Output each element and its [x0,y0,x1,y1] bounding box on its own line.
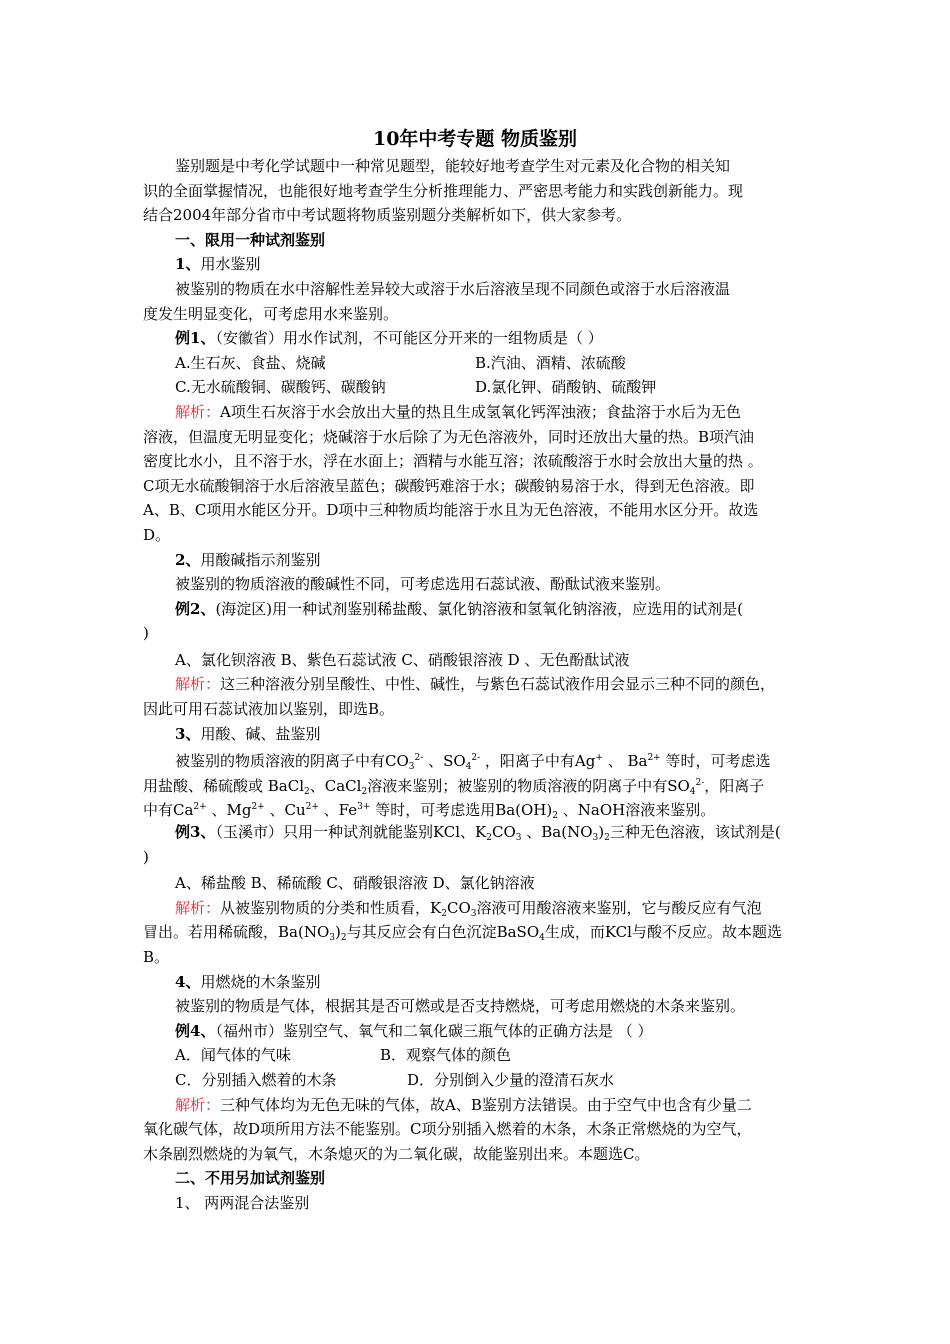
text-run: CO [491,823,516,842]
text-run: 、Cu [264,801,306,820]
intro-line: 鉴别题是中考化学试题中一种常见题型，能较好地考查学生对元素及化合物的相关知 [175,157,731,175]
subsection-number: 1、 [175,255,201,274]
option-b: B．观察气体的颜色 [380,1046,512,1065]
superscript: 2+ [251,802,265,813]
text-run: 、 Ba [602,752,648,771]
text-run: 与其反应会有白色沉淀BaSO [346,923,540,942]
text-run: （玉溪市）只用一种试剂就能鉴别KCl、K [215,823,487,842]
text-run: ，阳离子中有Ag [480,752,596,771]
text-run: 、SO [423,752,466,771]
options-row: A、稀盐酸 B、稀硫酸 C、硝酸银溶液 D、氯化钠溶液 [175,874,535,893]
subscript: 2 [441,908,447,919]
example-text: （福州市）鉴别空气、氧气和二氧化碳三瓶气体的正确方法是 （ ） [215,1021,653,1040]
text-run: 溶液来鉴别；被鉴别的物质溶液的阴离子中有SO [367,776,690,795]
subscript: 3 [592,833,599,844]
subsection-number: 2、 [175,550,201,569]
text-run: 生成，而KCl与酸不反应。故本题选 [544,923,782,942]
analysis-line: A、B、C项用水能区分开。D项中三种物质均能溶于水且为无色溶液，不能用水区分开。故选 [143,501,759,520]
option-c: C．分别插入燃着的木条 [175,1070,337,1089]
analysis-line: 密度比水小，且不溶于水，浮在水面上；酒精与水能互溶；浓硫酸溶于水时会放出大量的热 。 [143,452,763,471]
text-run: 冒出。若用稀硫酸，Ba(NO [143,923,330,942]
text-run: 被鉴别的物质溶液的阴离子中有CO [175,752,409,771]
text-run: ) [334,923,341,942]
analysis-label: 解析： [175,675,221,694]
analysis-label: 解析： [175,402,221,421]
superscript: 2- [414,753,424,764]
analysis-line: 木条剧烈燃烧的为氧气，木条熄灭的为二氧化碳，故能鉴别出来。本题选C。 [143,1144,650,1163]
option-d: D．分别倒入少量的澄清石灰水 [407,1070,615,1089]
paragraph-line: 度发生明显变化，可考虑用水来鉴别。 [143,304,399,323]
example-question-cont: ) [143,847,149,866]
subscript: 2 [340,933,347,944]
analysis-text: 这三种溶液分别呈酸性、中性、碱性，与紫色石蕊试液作用会显示三种不同的颜色， [220,675,776,694]
text-run: 等时，可考虑选用Ba(OH) [370,801,553,820]
text-run: 、Mg [206,801,252,820]
subsection-title: 用水鉴别 [200,255,261,274]
example-question [143,326,807,351]
example-text: (海淀区)用一种试剂鉴别稀盐酸、氯化钠溶液和氢氧化钠溶液，应选用的试剂是( [215,599,743,618]
subsection-heading [143,548,807,573]
paragraph-line: 被鉴别的物质在水中溶解性差异较大或溶于水后溶液呈现不同颜色或溶于水后溶液温 [175,279,731,298]
paragraph-line: 被鉴别的物质是气体，根据其是否可燃或是否支持燃烧，可考虑用燃烧的木条来鉴别。 [175,997,746,1016]
option-d: D.氯化钾、硝酸钠、硫酸钾 [475,378,657,397]
example-question-cont: ) [143,624,149,643]
paragraph-line [143,746,807,771]
options-row [143,1043,807,1068]
subsection-title: 用酸、碱、盐鉴别 [200,724,321,743]
example-label: 例2、 [175,599,216,618]
example-label: 例3、 [175,823,216,842]
analysis-line: D。 [143,525,171,544]
document-page [143,124,807,1216]
text-run: CO [446,898,471,917]
text-run: ，阳离子 [704,776,765,795]
intro-line: 识的全面掌握情况，也能很好地考查学生分析推理能力、严密思考能力和实践创新能力。现 [143,181,744,200]
analysis-line: 氧化碳气体，故D项所用方法不能鉴别。C项分别插入燃着的木条，木条正常燃烧的为空气， [143,1120,752,1139]
analysis-line: C项无水硫酸铜溶于水后溶液呈蓝色；碳酸钙难溶于水；碳酸钠易溶于水，得到无色溶液。即 [143,476,755,495]
subsection-heading: 1、 两两混合法鉴别 [175,1193,310,1212]
subscript: 3 [515,833,522,844]
option-c: C.无水硫酸铜、碳酸钙、碳酸钠 [175,378,386,397]
analysis-label: 解析： [175,1095,221,1114]
subsection-title: 用燃烧的木条鉴别 [200,972,321,991]
subsection-number: 4、 [175,972,201,991]
options-row [143,375,807,400]
analysis-line: B。 [143,948,170,966]
superscript: 2- [695,777,705,788]
superscript: + [595,753,603,764]
subscript: 3 [329,933,335,944]
subsection-heading [143,252,807,277]
options-row [143,351,807,376]
superscript: 2- [471,753,481,764]
superscript: 2+ [305,802,319,813]
section-heading: 一、限用一种试剂鉴别 [175,230,326,249]
option-a: A.生石灰、食盐、烧碱 [175,353,326,372]
analysis-line [143,400,807,425]
subsection-heading [143,970,807,995]
subscript: 3 [470,908,477,919]
example-text: （安徽省）用水作试剂，不可能区分开来的一组物质是（ ） [215,329,603,348]
analysis-line [143,896,807,921]
analysis-line [143,1093,807,1118]
paragraph-line: 被鉴别的物质溶液的酸碱性不同，可考虑选用石蕊试液、酚酞试液来鉴别。 [175,575,671,594]
example-label: 例1、 [175,329,216,348]
subsection-title: 用酸碱指示剂鉴别 [200,550,321,569]
options-row [143,1068,807,1093]
subscript: 2 [304,786,310,797]
text-run: 等时，可考虑选 [660,752,771,771]
text-run: 三种无色溶液，该试剂是( [609,823,781,842]
subscript: 2 [552,811,558,822]
paragraph-line [143,771,807,796]
subscript: 4 [539,933,545,944]
section-heading: 二、不用另加试剂鉴别 [175,1169,326,1188]
text-run: 中有Ca [143,801,194,820]
superscript: 2+ [647,753,661,764]
text-run: 溶液可用酸溶液来鉴别，它与酸反应有气泡 [476,898,762,917]
example-question [143,597,807,622]
option-a: A．闻气体的气味 [175,1046,291,1065]
subsection-heading [143,722,807,747]
analysis-line [143,672,807,697]
text-run: 、CaCl [309,776,362,795]
example-question [143,1019,807,1044]
subscript: 4 [465,762,472,773]
text-run: 从被鉴别物质的分类和性质看，K [220,898,442,917]
text-run: 用盐酸、稀硫酸或 BaCl [143,776,305,795]
analysis-line [143,920,807,945]
subscript: 2 [604,833,610,844]
superscript: 3+ [357,802,371,813]
subscript: 3 [408,762,415,773]
example-question [143,820,807,845]
paragraph-line [143,795,807,820]
example-label: 例4、 [175,1021,216,1040]
subscript: 4 [689,786,696,797]
analysis-text: A项生石灰溶于水会放出大量的热且生成氢氧化钙浑浊液；食盐溶于水后为无色 [220,402,741,421]
analysis-text: 三种气体均为无色无味的气体，故A、B鉴别方法错误。由于空气中也含有少量二 [220,1095,752,1114]
analysis-label: 解析： [175,898,221,917]
options-row: A、氯化钡溶液 B、紫色石蕊试液 C、硝酸银溶液 D 、无色酚酞试液 [175,650,630,669]
analysis-line: 溶液，但温度无明显变化；烧碱溶于水后除了为无色溶液外，同时还放出大量的热。B项汽油 [143,427,755,446]
text-run: ) [598,823,605,842]
text-run: 、NaOH溶液来鉴别。 [557,801,716,820]
intro-line: 结合2004年部分省市中考试题将物质鉴别题分类解析如下，供大家参考。 [143,206,632,225]
subscript: 2 [486,833,492,844]
option-b: B.汽油、酒精、浓硫酸 [475,353,626,372]
text-run: 、Ba(NO [521,823,593,842]
subscript: 2 [361,786,368,797]
document-title: 10年中考专题 物质鉴别 [372,128,578,150]
text-run: 、Fe [318,801,358,820]
superscript: 2+ [193,802,207,813]
subsection-number: 3、 [175,724,201,743]
analysis-line: 因此可用石蕊试液加以鉴别，即选B。 [143,700,395,719]
